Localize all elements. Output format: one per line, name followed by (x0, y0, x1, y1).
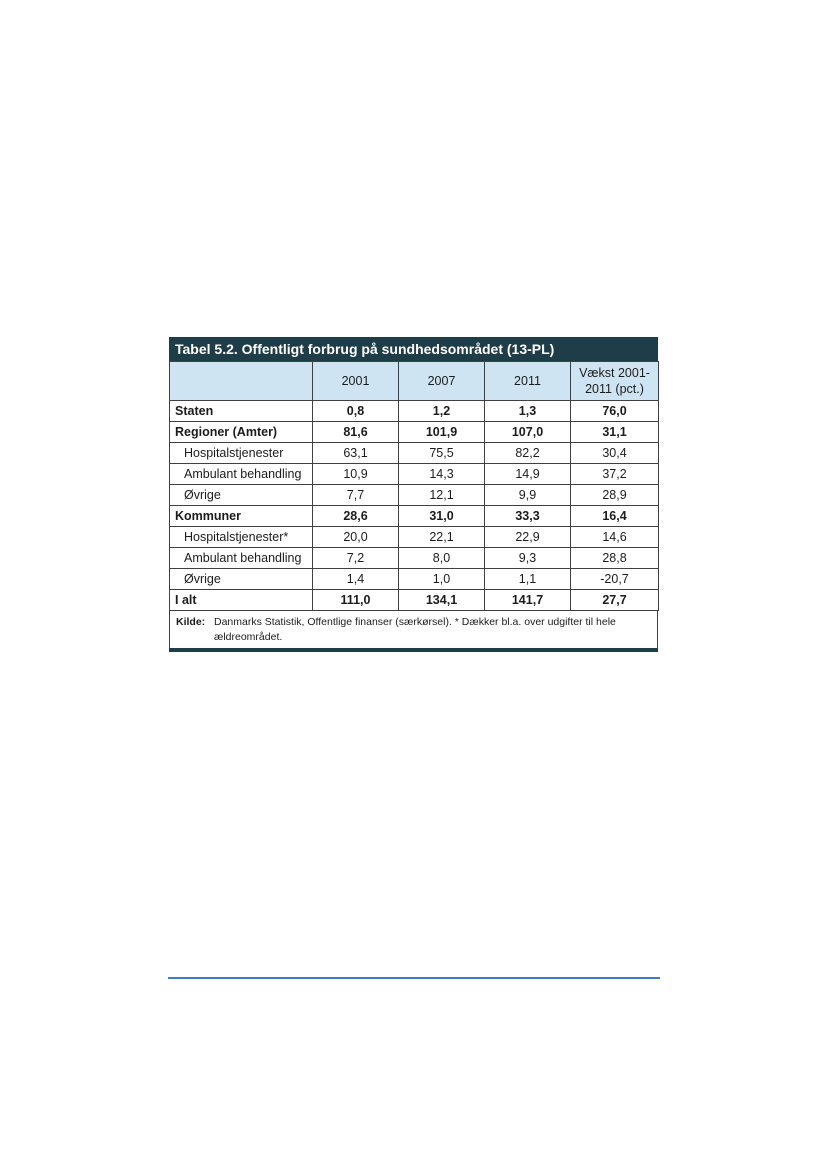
cell-value: 1,2 (399, 401, 485, 422)
cell-value: 27,7 (571, 590, 659, 611)
cell-value: 81,6 (313, 422, 399, 443)
footer-rule (168, 977, 660, 979)
cell-value: 9,3 (485, 548, 571, 569)
cell-value: 63,1 (313, 443, 399, 464)
cell-value: 33,3 (485, 506, 571, 527)
row-label: Staten (170, 401, 313, 422)
cell-value: 30,4 (571, 443, 659, 464)
cell-value: 111,0 (313, 590, 399, 611)
cell-value: 28,6 (313, 506, 399, 527)
cell-value: 101,9 (399, 422, 485, 443)
cell-value: 37,2 (571, 464, 659, 485)
cell-value: 12,1 (399, 485, 485, 506)
cell-value: 16,4 (571, 506, 659, 527)
cell-value: 9,9 (485, 485, 571, 506)
cell-value: 31,0 (399, 506, 485, 527)
cell-value: 20,0 (313, 527, 399, 548)
cell-value: 14,9 (485, 464, 571, 485)
row-label: Øvrige (170, 485, 313, 506)
cell-value: 7,7 (313, 485, 399, 506)
cell-value: 75,5 (399, 443, 485, 464)
cell-value: 0,8 (313, 401, 399, 422)
row-label: Ambulant behandling (170, 548, 313, 569)
column-header-2007: 2007 (399, 362, 485, 401)
cell-value: 141,7 (485, 590, 571, 611)
cell-value: 14,3 (399, 464, 485, 485)
row-label: Regioner (Amter) (170, 422, 313, 443)
table-source-note (169, 611, 658, 648)
cell-value: 31,1 (571, 422, 659, 443)
row-label: Kommuner (170, 506, 313, 527)
row-label: Ambulant behandling (170, 464, 313, 485)
table-row (170, 464, 659, 485)
table-row (170, 548, 659, 569)
cell-value: 7,2 (313, 548, 399, 569)
cell-value: 1,1 (485, 569, 571, 590)
cell-value: 1,4 (313, 569, 399, 590)
row-label: I alt (170, 590, 313, 611)
column-header-2011: 2011 (485, 362, 571, 401)
table-row (170, 569, 659, 590)
row-label: Hospitalstjenester (170, 443, 313, 464)
cell-value: 28,9 (571, 485, 659, 506)
row-label: Øvrige (170, 569, 313, 590)
data-table-block (169, 337, 658, 652)
source-text: Danmarks Statistik, Offentlige finanser (særkørsel). * Dækker bl.a. over udgifter til hele ældreområdet. (214, 616, 616, 643)
table-header-row (170, 362, 659, 401)
cell-value: 1,3 (485, 401, 571, 422)
cell-value: 76,0 (571, 401, 659, 422)
table-title: Tabel 5.2. Offentligt forbrug på sundhedsområdet (13-PL) (169, 337, 658, 361)
table-row (170, 443, 659, 464)
cell-value: -20,7 (571, 569, 659, 590)
table-row-total (170, 590, 659, 611)
column-header-2001: 2001 (313, 362, 399, 401)
data-table (169, 361, 659, 611)
cell-value: 1,0 (399, 569, 485, 590)
cell-value: 10,9 (313, 464, 399, 485)
cell-value: 82,2 (485, 443, 571, 464)
cell-value: 8,0 (399, 548, 485, 569)
table-row (170, 506, 659, 527)
cell-value: 22,1 (399, 527, 485, 548)
column-header-growth: Vækst 2001-2011 (pct.) (571, 362, 659, 401)
cell-value: 28,8 (571, 548, 659, 569)
table-row (170, 485, 659, 506)
table-row (170, 527, 659, 548)
source-label: Kilde: (176, 616, 206, 628)
cell-value: 134,1 (399, 590, 485, 611)
cell-value: 14,6 (571, 527, 659, 548)
cell-value: 22,9 (485, 527, 571, 548)
cell-value: 107,0 (485, 422, 571, 443)
table-row (170, 422, 659, 443)
row-label: Hospitalstjenester* (170, 527, 313, 548)
table-row (170, 401, 659, 422)
column-header-label (170, 362, 313, 401)
